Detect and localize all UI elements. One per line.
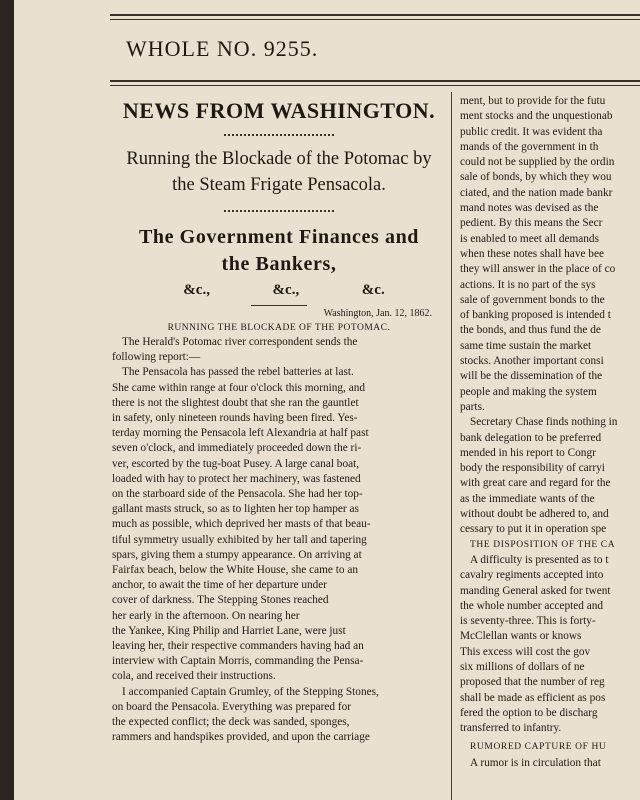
text-line: ciated, and the nation made bankr [460, 186, 613, 199]
text-line: body the responsibility of carryi [460, 462, 605, 475]
text-line: they will answer in the place of co [460, 263, 616, 276]
etc-mark: &c., [183, 282, 210, 298]
issue-number: WHOLE NO. 9255. [126, 36, 319, 61]
text-line: is enabled to meet all demands [460, 232, 599, 245]
text-line: I accompanied Captain Grumley, of the Stepping Stones, [122, 685, 379, 698]
article-body [112, 335, 446, 745]
masthead-top-rule-thin [110, 19, 640, 20]
text-line: She came within range at four o'clock this morning, and [112, 381, 366, 394]
text-line: her early in the afternoon. On nearing her [112, 609, 300, 622]
etc-row [112, 282, 446, 299]
text-line: ver, escorted by the tug-boat Pusey. A large canal boat, [112, 457, 360, 470]
text-line: A difficulty is presented as to t [470, 553, 609, 566]
text-line: spars, giving them a stumpy appearance. On arriving at [112, 548, 362, 561]
text-line: cavalry regiments accepted into [460, 569, 604, 582]
text-line: the Yankee, King Philip and Harriet Lane, were just [112, 624, 346, 637]
headline: NEWS FROM WASHINGTON. [122, 98, 436, 123]
text-line: mended in his report to Congr [460, 446, 596, 459]
text-line: parts. [460, 400, 485, 413]
dateline: Washington, Jan. 12, 1862. [323, 308, 432, 319]
text-line: without doubt be adhered to, and [460, 508, 609, 521]
text-line: terday morning the Pensacola left Alexandria at half past [112, 427, 369, 440]
newspaper-page [14, 0, 640, 800]
text-line: This excess will cost the gov [460, 645, 591, 658]
masthead-top-rule [110, 14, 640, 16]
text-line: actions. It is no part of the sys [460, 278, 596, 291]
short-rule [251, 305, 307, 306]
text-line: mands of the government in th [460, 140, 599, 153]
text-line: transferred to infantry. [460, 722, 562, 735]
deck-headline [112, 224, 446, 278]
text-line: sale of government bonds to the [460, 293, 605, 306]
text-line: when these notes shall have bee [460, 247, 604, 260]
text-line: tiful symmetry usually exhibited by her tall and tapering [112, 533, 367, 546]
text-line: public credit. It was evident tha [460, 125, 603, 138]
text-line: shall be made as efficient as pos [460, 691, 606, 704]
masthead-bottom-rule [110, 80, 640, 82]
text-line: six millions of dollars of ne [460, 660, 585, 673]
text-line: is seventy-three. This is forty- [460, 615, 596, 628]
article-column-left [112, 92, 446, 745]
text-line: pedient. By this means the Secr [460, 217, 603, 230]
text-line: the bonds, and thus fund the de [460, 324, 601, 337]
text-line: there is not the slightest doubt that she ran the gauntlet [112, 396, 359, 409]
text-line: loaded with hay to protect her machinery, was fastened [112, 472, 361, 485]
etc-mark: &c., [272, 282, 300, 298]
deck-line: The Government Finances and [138, 226, 420, 248]
subheadline-line: the Steam Frigate Pensacola. [172, 175, 386, 195]
text-line: A rumor is in circulation that [470, 756, 601, 769]
deck-line: the Bankers, [221, 253, 337, 275]
article-column-right [460, 94, 640, 771]
text-line: same time sustain the market [460, 339, 592, 352]
text-line: with great care and regard for the [460, 477, 611, 490]
subheadline-line: Running the Blockade of the Potomac by [126, 149, 432, 169]
text-line: The Herald's Potomac river correspondent sends the [122, 336, 358, 348]
text-line: on the starboard side of the Pensacola. She had her top- [112, 488, 363, 501]
masthead-bottom-rule-thin [110, 85, 640, 86]
text-line: gallant masts struck, so as to lighten her top hamper as [112, 503, 359, 516]
text-line: in safety, only nineteen rounds having been fired. Yes- [112, 412, 358, 425]
text-line: fered the option to be discharg [460, 706, 598, 719]
subheadline [112, 146, 446, 198]
right-body-b [460, 553, 640, 737]
text-line: ment, but to provide for the futu [460, 95, 606, 107]
text-line: The Pensacola has passed the rebel batteries at last. [122, 366, 354, 379]
text-line: rammers and handspikes provided, and upon the carriage [112, 731, 370, 744]
text-line: will be the dissemination of the [460, 370, 603, 383]
section-head: THE DISPOSITION OF THE CA [470, 539, 616, 550]
text-line: McClellan wants or knows [460, 630, 582, 643]
text-line: cola, and received their instructions. [112, 670, 276, 683]
text-line: the whole number accepted and [460, 599, 604, 612]
text-line: much as possible, which deprived her masts of that beau- [112, 518, 371, 531]
right-body-c [460, 756, 640, 771]
subheadline-ornament [224, 210, 334, 214]
section-head: RUMORED CAPTURE OF HU [470, 742, 607, 753]
text-line: interview with Captain Morris, commanding the Pensa- [112, 655, 364, 668]
text-line: ment stocks and the unquestionab [460, 110, 613, 123]
text-line: anchor, to await the time of her departure under [112, 579, 328, 592]
section-head: RUNNING THE BLOCKADE OF THE POTOMAC. [167, 323, 391, 333]
text-line: following report:— [112, 351, 201, 364]
etc-mark: &c. [361, 282, 385, 298]
text-line: the expected conflict; the deck was sanded, sponges, [112, 716, 350, 729]
text-line: people and making the system [460, 385, 597, 398]
text-line: cover of darkness. The Stepping Stones reached [112, 594, 329, 607]
column-divider [451, 92, 452, 800]
text-line: on board the Pensacola. Everything was prepared for [112, 700, 352, 713]
text-line: of banking proposed is intended t [460, 309, 611, 322]
text-line: mand notes was devised as the [460, 202, 599, 215]
text-line: stocks. Another important consi [460, 355, 604, 368]
headline-ornament [224, 134, 334, 138]
text-line: Fairfax beach, below the White House, she came to an [112, 564, 359, 577]
right-body-a [460, 94, 640, 538]
text-line: manding General asked for twent [460, 584, 611, 597]
text-line: seven o'clock, and immediately proceeded down the ri- [112, 442, 362, 455]
text-line: as the immediate wants of the [460, 492, 595, 505]
text-line: cessary to put it in operation spe [460, 523, 607, 536]
text-line: proposed that the number of reg [460, 676, 605, 689]
text-line: leaving her, their respective commanders having had an [112, 640, 364, 653]
text-line: sale of bonds, by which they wou [460, 171, 612, 184]
text-line: could not be supplied by the ordin [460, 156, 615, 169]
text-line: Secretary Chase finds nothing in [470, 416, 618, 429]
text-line: bank delegation to be preferred [460, 431, 602, 444]
